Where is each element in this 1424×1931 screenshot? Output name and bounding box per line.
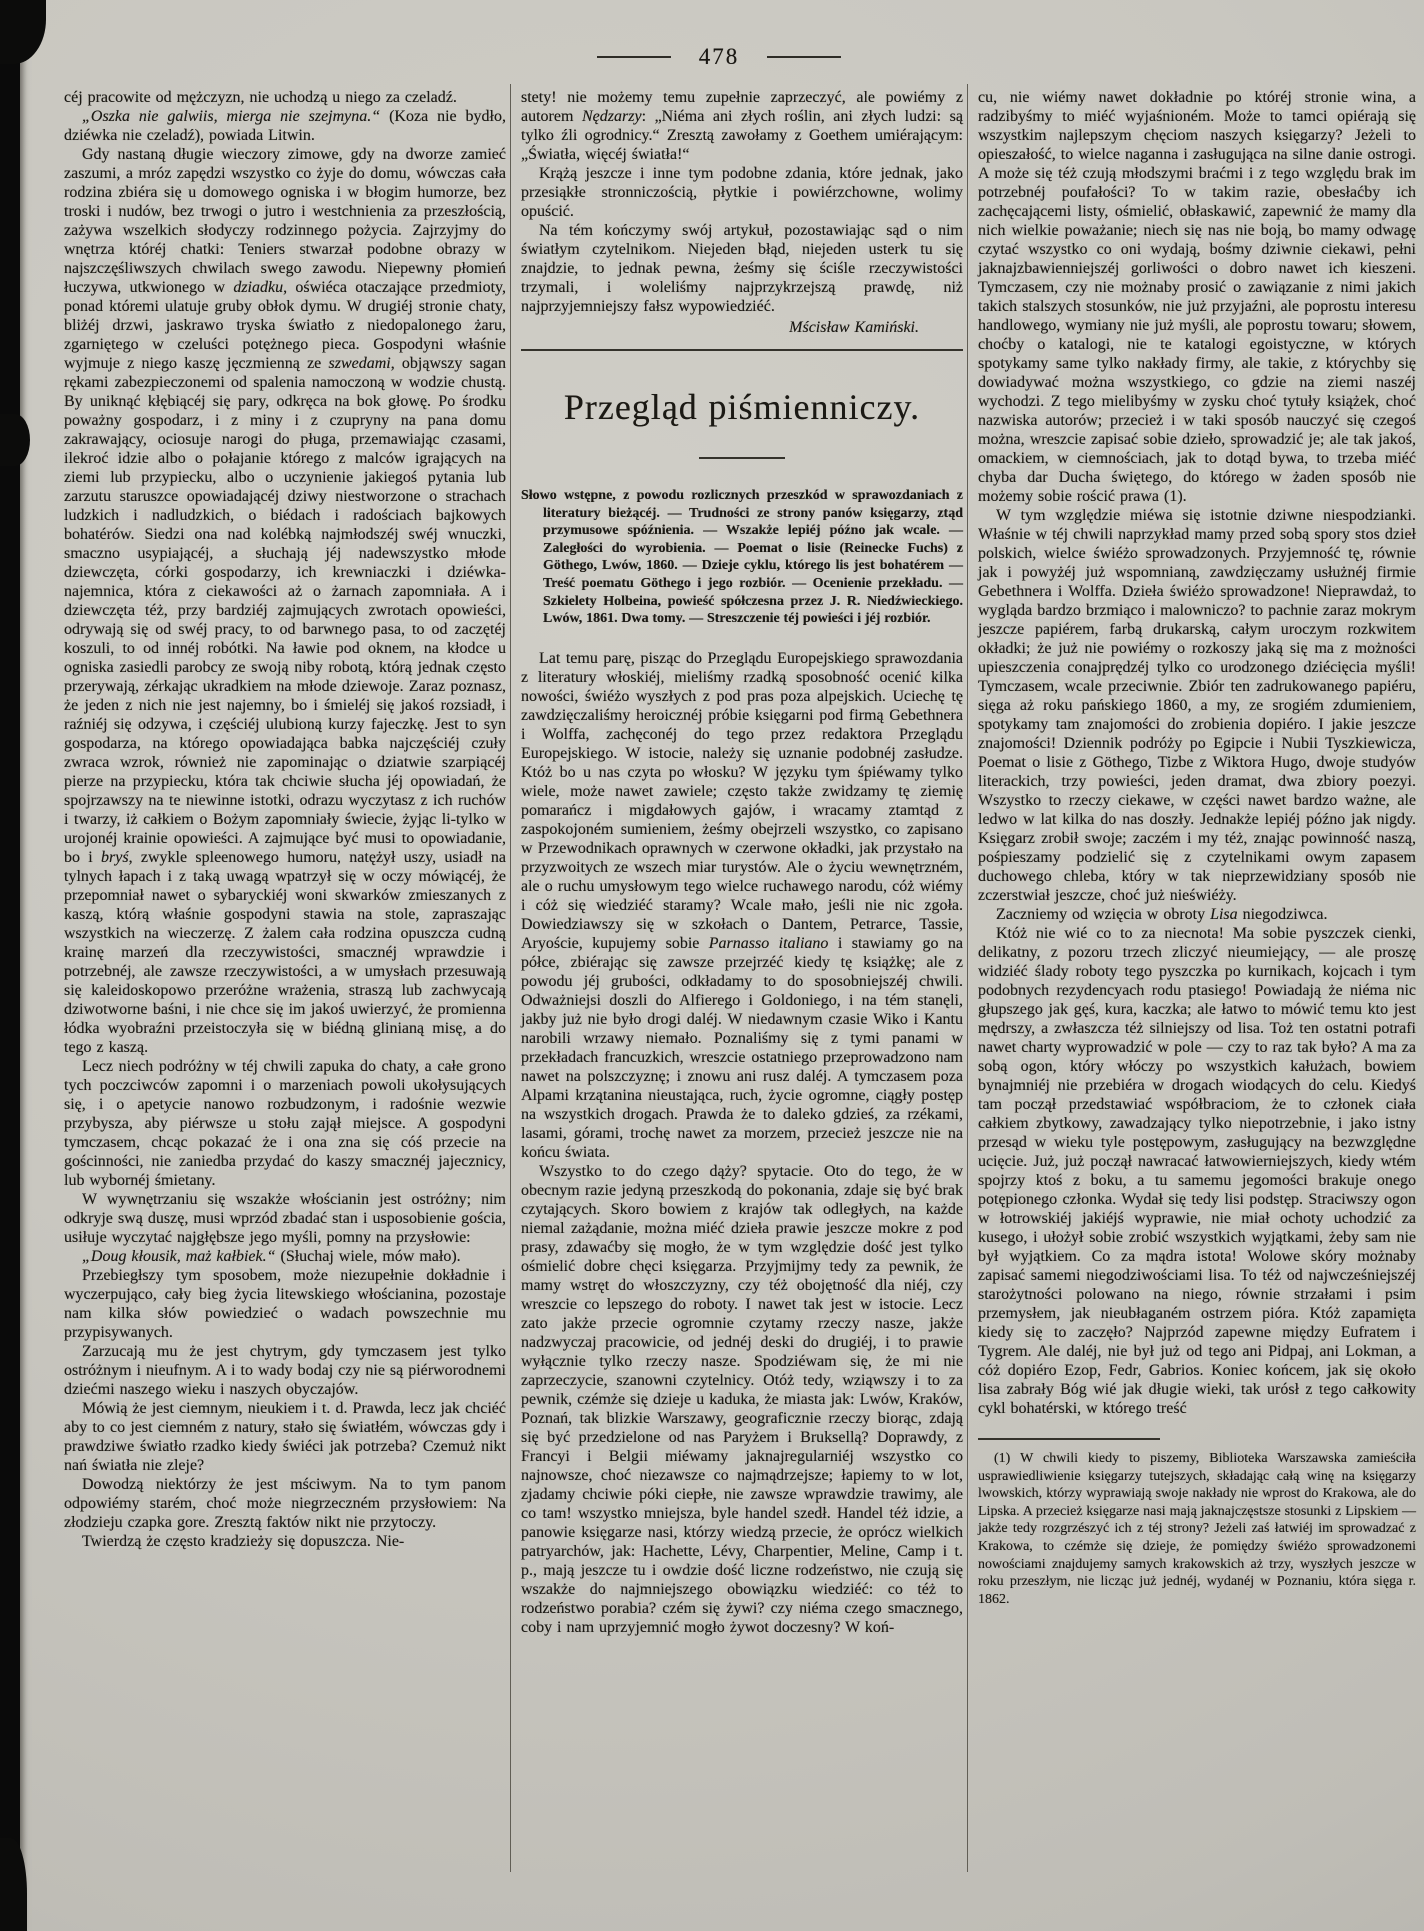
article-paragraph: Krążą jeszcze i inne tym podobne zdania, które jednak, jako przesiąkłe stronniczością, płytkie i powiérzchowne, wolimy opuścić. — [521, 165, 963, 220]
article-paragraph: Przebiegłszy tym sposobem, może niezupełnie dokładnie i wyczerpująco, cały bieg życia litewskiego włościanina, pozostaje nam kilka słów powiedzieć o wadach powszechnie mu przypisywanych. — [64, 1267, 506, 1341]
page-header — [64, 44, 1374, 70]
article-paragraph: Dowodzą niektórzy że jest mściwym. Na to tym panom odpowiémy starém, choć może niegrzeczném przysłowiem: Na złodzieju czapka gore. Zresztą faktów nikt nie przytoczy. — [64, 1476, 506, 1531]
article-paragraph: Mówią że jest ciemnym, nieukiem i t. d. Prawda, lecz jak chciéć aby to co jest ciemném z natury, stało się światłém, wówczas gdy i prawdziwe światło rzadko kiedy świéci jak potrzeba? Czemuż nikt nań światła nie zleje? — [64, 1400, 506, 1474]
article-paragraph: Lecz niech podróżny w téj chwili zapuka do chaty, a całe grono tych poczciwców zapomni i o marzeniach powoli ukołysujących się, i o apetycie nanowo rozbudzonym, i radośnie wezwie przybysza, aby piérwsze u stołu zajął miejsce. A gospodyni tymczasem, chcąc pokazać że i ona zna się cóś przecie na gościnności, nie zaniedba przydać do kaszy smacznéj jajecznicy, lub wybornéj śmietany. — [64, 1058, 506, 1189]
text-column-2 — [521, 88, 963, 1637]
article-continuation-paragraph: stety! nie możemy temu zupełnie zaprzeczyć, ale powiémy z autorem Nędzarzy: „Niéma ani złych roślin, ani złych ludzi: są tylko źli ogrodnicy.“ Zresztą zawołamy z Goethem umiérającym: „Światła, więcéj światła!“ — [521, 89, 963, 163]
proverb-quote: „Oszka nie galwiis, mierga nie szejmyna.“ (Koza nie bydło, dziéwka nie czeladź), powiada Litwin. — [64, 108, 506, 144]
article-paragraph: W wywnętrzaniu się wszakże włościanin jest ostróżny; nim odkryje swą duszę, musi wprzód zbadać stan i usposobienie gościa, usiłuje wyczytać najgłębsze jego myśli, pomny na przysłowie: — [64, 1191, 506, 1246]
article-abstract: Słowo wstępne, z powodu rozlicznych przeszkód w sprawozdaniach z literatury bieżącéj. — Trudności ze strony panów księgarzy, ztąd przymusowe spóźnienia. — Wszakże lepiéj późno jak wcale. — Zaległości do wyrobienia. — Poemat o lisie (Reinecke Fuchs) z Göthego, Lwów, 1860. — Dzieje cyklu, którego lis jest bohatérem — Treść poematu Göthego i jego rozbiór. — Ocenienie przekładu. — Szkielety Holbeina, powieść spółczesna przez J. R. Niedźwieckiego. Lwów, 1861. Dwa tomy. — Streszczenie téj powieści i jéj rozbiór. — [521, 488, 963, 627]
footnote-separator-rule — [978, 1438, 1160, 1440]
article-paragraph: Na tém kończymy swój artykuł, pozostawiając sąd o nim światłym czytelnikom. Niejeden błąd, niejeden usterk tu się znajdzie, to jednak pewna, żeśmy się ściśle rzeczywistości trzymali, i woleliśmy najprzykrzejszą prawdę, niż najprzyjemniejszy fałsz wypowiedziéć. — [521, 222, 963, 315]
article-paragraph: Któż nie wié co to za niecnota! Ma sobie pyszczek cienki, delikatny, z pozoru trzech zliczyć nieumiejący, — ale proszę widziéć ślady roboty tego pyszczka po kurnikach, kojcach i tym podobnych rezydencyach rodu ptasiego! Powiadają że niéma nic głupszego jak gęś, kura, kaczka; ale łatwo to mówić temu kto jest mędrszy, a zwłaszcza téż silniejszy od lisa. Toż ten ostatni potrafi nawet charty wyprowadzić w pole — czy to raz tak było? A ma za sobą ogon, który włóczy po wszystkich kałużach, bowiem bynajmniéj nie przebiéra w drogach wiodących do celu. Kiedyś tam począł przedstawiać współbraciom, że to członek ciała całkiem zbytkowy, zawadzający tylko niepotrzebnie, i jako istny przesąd w wieku tyle postępowym, zasługujący na bezwzględne ucięcie. Już, już począł nawracać łatwowierniejszych, kiedy wtém spojrzy ktoś z boku, a tu samemu jegomości brakuje onego potępionego członka. Wydał się tedy lisi podstęp. Straciwszy ogon w łotrowskiéj jakiéjś wyprawie, nie miał ochoty uchodzić za kusego, i ułożył sobie zrobić wszystkich wyjątkami, żeby sam nie był wyjątkiem. Co za mądra istota! Wolowe skóry możnaby zapisać samemi niegodziwościami lisa. To téż od najwcześniejszéj starożytności polowano na niego, równie strzałami i psim przemysłem, jak nieubłaganém ostrzem pióra. Któż zapamięta kiedy się to zaczęło? Najprzód zapewne między Eufratem i Tygrem. Ale daléj, nie był już od tego ani Pidpaj, ani Lokman, a cóż dopiéro Ezop, Fedr, Gabrios. Koniec końcem, jak się około lisa zabrały Bóg wié jak długie wieki, tak urósł z tego całkowity cykl bohatérski, w którego treść — [978, 925, 1416, 1417]
author-signature: Mścisław Kamiński. — [789, 319, 919, 336]
article-paragraph: Zaczniemy od wzięcia w obroty Lisa niegodziwca. — [996, 906, 1328, 923]
scan-gutter-edge — [0, 0, 20, 1931]
section-title: Przegląd piśmienniczy. — [563, 387, 921, 427]
page-number: 478 — [698, 44, 740, 69]
article-continuation-paragraph: céj pracowite od mężczyzn, nie uchodzą u niego za czeladź. — [64, 89, 457, 106]
text-column-1 — [64, 88, 506, 1551]
scan-shadow-bottom-left — [0, 1838, 27, 1931]
header-rule-left — [597, 56, 671, 58]
text-column-3 — [978, 88, 1416, 1608]
article-paragraph: Zarzucają mu że jest chytrym, gdy tymczasem jest tylko ostróżnym i nieufnym. A i to wady bodaj czy nie są piérworodnemi dziećmi naszego wieku i naszych obyczajów. — [64, 1343, 506, 1398]
article-paragraph: Twierdzą że często kradzieży się dopuszcza. Nie- — [82, 1533, 405, 1550]
article-paragraph: Lat temu parę, pisząc do Przeglądu Europejskiego sprawozdania z literatury włoskiéj, mieliśmy rzadką sposobność ocenić kilka nowości, świéżo wyszłych z pod pras poza alpejskich. Uciechę tę zawdzięczaliśmy heroicznéj próbie księgarni pod firmą Gebethnera i Wolffa, zachęconéj do tego przez redaktora Przeglądu Europejskiego. W istocie, należy się uznanie podobnéj zasłudze. Któż bo u nas czyta po włosku? W języku tym śpiéwamy tylko wiele, może nawet zawiele; często także zwidzamy tę ziemię pomarańcz i migdałowych gajów, i wracamy ztamtąd z zaspokojoném sumieniem, żeśmy obejrzeli wszystko, co zapisano w Przewodnikach oprawnych w czerwone okładki, jak przystało na przyzwoitych ze wszech miar turystów. Ale o życiu wewnętrzném, ale o ruchu umysłowym tego wielce ruchawego narodu, cóż wiémy i cóż się wiedziéć staramy? Wcale mało, jeśli nie nic zgoła. Dowiedziawszy się w szkołach o Dantem, Petrarce, Tassie, Aryoście, kupujemy sobie Parnasso italiano i stawiamy go na półce, zbiérając się zawsze przejrzéć kiedy tę książkę; ale z powodu jéj grubości, odkładamy to do sposobniejszéj chwili. Odważniejsi doszli do Alfierego i Goldoniego, i na tém stanęli, jakby już nie było drogi daléj. W niedawnym czasie Wiko i Kantu narobili wrzawy niemało. Poznaliśmy się z tymi panami w przekładach francuzkich, wreszcie ostatniego przeprowadzono nam nawet na polszczyznę; i znowu ani rusz daléj. A tymczasem poza Alpami krzątanina nieustająca, ruch, życie ogromne, ciągły postęp na wszystkich drogach. Prawda że to daleko gdzieś, za rzékami, lasami, górami, trochę nawet za morzem, przecież jeszcze nie na końcu świata. — [521, 649, 963, 1161]
article-divider-rule — [521, 349, 963, 351]
column-divider-rule-1 — [510, 84, 511, 1872]
footnote-text: (1) W chwili kiedy to piszemy, Biblioteka Warszawska zamieściła usprawiedliwienie księgarzy tutejszych, składając całą winę na księgarzy lwowskich, którzy wyprawiają swoje nakłady nie wprost do Krakowa, ale do Lipska. A przecież księgarze nasi mają jaknajczęstsze stosunki z Lipskiem — jakże tedy rozgrzészyć ich z téj strony? Jeżeli zaś łatwiéj im sprowadzać z Krakowa, to czémże się dzieje, że pomiędzy świéżo sprowadzonemi nowościami znajdujemy samych krakowskich aż trzy, wyszłych jeszcze w roku przeszłym, nie licząc już jednéj, wydanéj w Poznaniu, która sięga r. 1862. — [978, 1451, 1416, 1607]
scan-shadow-top-left — [0, 0, 46, 64]
article-continuation-paragraph: cu, nie wiémy nawet dokładnie po któréj stronie wina, a radzibyśmy to miéć wyjaśnioném. Może to tamci opiérają się wszystkim najlepszym chęciom naszych księgarzy? Jeżeli to opieszałość, to wielce naganna i zasługująca na silne danie ostrogi. A może się téż czują młodszymi braćmi i z tego względu brak im potrzebnéj poufałości? To w takim razie, obesłaćby ich zachęcającemi listy, ośmielić, obłaskawić, zapewnić że mamy dla nich wielkie poważanie; niech się nas nie boją, bo mamy odwagę czytać wszystko co oni wydają, bośmy dziwnie ciekawi, pełni jaknajzbawienniejszéj gorliwości o dobro nawet ich kieszeni. Tymczasem, czy nie możnaby prosić o zawiązanie z nimi jakich takich stalszych stosunków, nie już przyjaźni, ale poprostu interesu handlowego, wymiany nie już myśli, ale poprostu towaru; słowem, choćby o katalogi, nie te katalogi egoistyczne, w których spotykamy same tylko nakłady firmy, ale takie, z którychby się dowiadywać można wszystkiego, co gdzie na ziemi naszéj wychodzi. Z tego mielibyśmy w zysku choć tytuły książek, choć nazwiska autorów; przecież i w taki sposób nauczyć się czegoś można, wreszcie zapisać sobie dzieło, sprowadzić je; ale tak jakoś, omackiem, w ciemnościach, jak to dotąd bywa, to trzeba miéć chyba dar Ducha świętego, do którego w żaden sposób nie możemy sobie rościć prawa (1). — [978, 89, 1416, 505]
article-paragraph: W tym względzie miéwa się istotnie dziwne niespodzianki. Właśnie w téj chwili naprzykład mamy przed sobą spory stos dzieł polskich, wielce świéżo sprowadzonych. Przyjemność tę, równie jak i powyżéj już wspomnianą, zawdzięczamy usłużnéj firmie Gebethnera i Wolffa. Dzieła świéżo sprowadzone! Nieprawdaż, to wygląda bardzo brzmiąco i malowniczo? to pachnie zaraz mokrym jeszcze papiérem, farbą drukarską, całym uroczym rozkwitem okładki; że już nie powiémy o rozkoszy jaką się ma z możności upieszczenia conajprędzéj tylko co urodzonego dziécięcia myśli! Tymczasem, wcale przeciwnie. Zbiór ten zadrukowanego papiéru, sięga aż roku pańskiego 1860, a my, ze srogiém zdumieniem, spotykamy tam znajomości do zrobienia dopiéro. I jakie jeszcze znajomości! Dziennik podróży po Egipcie i Nubii Tyszkiewicza, Poemat o lisie z Göthego, Tizbe z Wiktora Hugo, dwoje studyów literackich, trzy powieści, jeden dramat, dwa zbiory poezyi. Wszystko to rzeczy ciekawe, w części nawet bardzo ważne, ale ledwo w lat kilka do nas doszły. Jednakże lepiéj późno jak nigdy. Księgarz zrobił swoje; zaczém i my téż, znając powinność naszą, pośpieszamy podzielić się z czytelnikami owym zapasem duchowego chleba, który w tak nieprzewidziany sposób nie zczerstwiał jeszcze, choć już nieświéży. — [978, 507, 1416, 904]
proverb-quote: „Doug kłousik, maż kałbiek.“ (Słuchaj wiele, mów mało). — [82, 1248, 461, 1265]
article-paragraph: Wszystko to do czego dąży? spytacie. Oto do tego, że w obecnym razie jedyną przeszkodą do pokonania, zdaje się być brak czytających. Skoro bowiem z krajów tak odległych, na każde niemal zażądanie, można miéć dzieła prawie jeszcze mokre z pod prasy, zdawaćby się mogło, że w tym względzie dość jest tylko ośmielić dobre chęci księgarza. Przyjmijmy tedy za pewnik, że mamy wstręt do włoszczyzny, czy téż obojętność dla niéj, czy wreszcie co lepszego do roboty. I nawet tak jest w istocie. Lecz zato jakże przecie ogromnie czytamy rzeczy nasze, jakże nadzwyczaj pracowicie, od jednéj deski do drugiéj, i to prawie wyłącznie tylko rzeczy nasze. Spodziéwam się, że mi nie zaprzeczycie, szanowni czytelnicy. Otóż tedy, wziąwszy i to za pewnik, czémże się dzieje u kaduka, że miasta jak: Lwów, Kraków, Poznań, tak blizkie Warszawy, geograficznie rzeczy biorąc, zdają się być przedzielone od nas Paryżem i Bruksellą? Doprawdy, z Francyi i Belgii miéwamy jaknajregularniéj wszystko co najnowsze, choć niezawsze co najmądrzejsze; łapiemy to w lot, zjadamy chciwie póki ciepłe, nie zawsze wprawdzie trawimy, ale co tam! wszystko mniejsza, byle handel szedł. Handel téż idzie, a panowie księgarze nasi, którzy wiedzą przecie, że oprócz wielkich patryarchów, jak: Hachette, Lévy, Charpentier, Meline, Camp i t. p., mają jeszcze tu i owdzie dość liczne rodzeństwo, nie czują się wszakże do najmniejszego obowiązku wiedziéć: co téż to rodzeństwo porabia? czém się żywi? czy niéma czego smacznego, coby i nam uprzyjemnić mogło żywot doczesny? W koń- — [521, 1162, 963, 1636]
column-divider-rule-2 — [967, 84, 968, 1872]
scan-shadow-mid-left — [0, 414, 30, 466]
title-underline-rule — [699, 457, 785, 459]
header-rule-right — [767, 56, 841, 58]
article-paragraph: Gdy nastaną długie wieczory zimowe, gdy na dworze zamieć zaszumi, a mróz zapędzi wszystko co żyje do domu, wówczas cała rodzina zbiéra się u domowego ogniska i w błogim humorze, bez troski i nudów, bez trwogi o jutro i westchnienia za przeszłością, zażywa wszelkich słodyczy rodzinnego pożycia. Zajrzyjmy do wnętrza któréj chatki: Teniers stwarzał podobne obrazy w najszczęśliwszych chwilach swego zawodu. Niepewny płomień łuczywa, utkwionego w dziadku, oświéca otaczające przedmioty, ponad któremi ulatuje gruby obłok dymu. W drugiéj stronie chaty, bliżéj drzwi, jaskrawo tryska światło z niedopalonego żaru, zgarniętego w czeluści potężnego pieca. Gospodyni właśnie wyjmuje z niego kaszę jęczmienną ze szwedami, objąwszy sagan rękami zabezpieczonemi od spalenia namoczoną w wodzie chustą. By uniknąć kłębiącéj się pary, odkręca na bok głowę. Po środku poważny gospodarz, i z miny i z czupryny na pana domu zakrawający, ociosuje narogi do pługa, przemawiając czasami, ilekroć idzie albo o połajanie którego z malców igrających na ziemi lub przypiecku, albo o uczynienie jakiegoś pytania lub zarzutu staruszce opowiadającéj dziwy niestworzone o strachach ludzkich i nadludzkich, o biédach i radościach bajkowych bohatérów. Siedzi ona nad kolébką najmłodszéj swéj wnuczki, smaczno usypiającéj, a słuchają jéj nadewszystko młode dziewczęta, córki gospodarzy, ich krewniaczki i dziéwka-najemnica, która z ciekawości aż o żarnach zapomniała. A i dziewczęta téż, przy bardziéj zajmujących zwrotach opowieści, odrywają się od swéj pracy, to od barwnego pasa, to od zaczętéj koszuli, to od innéj robótki. Na ławie pod oknem, na kłodce u ogniska zasiedli parobcy ze swoją niby robotą, którą jednak często przerywają, zérkając ukradkiem na młode dziewoje. Zaraz poznasz, że jeden z nich nie jest najemny, bo i śmieléj się jakoś rozsiadł, i raźniéj się odzywa, i częściéj ulubioną kurzy fajeczkę. Jest to syn gospodarza, na którego opowiadająca babka najczęściéj czuły zwraca wzrok, również nie zapominając o dziatwie szarpiącéj pierze na przypiecku, która tak chciwie słucha jéj opowiadań, że spojrzawszy na te niewinne istotki, odrazu wyczytasz z ich ruchów i twarzy, iż całkiem o Bożym zapomniały świecie, żyjąc li-tylko w urojonéj krainie opowieści. A zajmujące być musi to opowiadanie, bo i bryś, zwykle spleenowego humoru, natężył uszy, usiadł na tylnych łapach i z taką uwagą wpatrzył się w oczy mówiącéj, że przepomniał nawet o sybaryckiéj woni skwarków zmieszanych z kaszą, którą właśnie gospodyni stawia na stole, zapraszając wszystkich na wieczerzę. Z żalem cała rodzina opuszcza cudną krainę marzeń dla rzeczywistości, smacznéj wprawdzie i potrzebnéj, ale zawsze rzeczywistości, a w umysłach przesuwają się kaleidoskopowo przeróżne wrażenia, straszą lub zachwycają dziwotworne baśni, i nie chce się im jakoś uwierzyć, że promienna łódka wyobraźni przeistoczyła się w biédną glinianą misę, a do tego z kaszą. — [64, 146, 506, 1056]
